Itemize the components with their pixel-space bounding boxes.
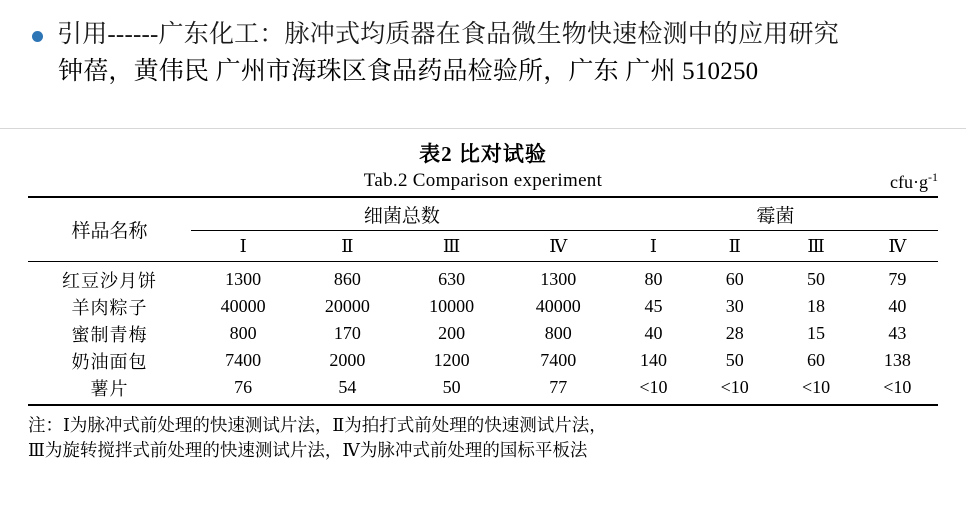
table-row bbox=[28, 374, 938, 405]
cell: 28 bbox=[725, 323, 744, 343]
comparison-table bbox=[28, 196, 938, 406]
cell: 860 bbox=[333, 269, 361, 289]
figure-title-row bbox=[0, 170, 966, 196]
column-header-m4: Ⅳ bbox=[857, 231, 938, 262]
cell: 50 bbox=[807, 269, 826, 289]
column-header-b1: Ⅰ bbox=[191, 231, 295, 262]
cell: 170 bbox=[333, 323, 361, 343]
cell: 30 bbox=[725, 296, 744, 316]
cell: 43 bbox=[888, 323, 907, 343]
cell: <10 bbox=[613, 374, 694, 405]
table-row bbox=[28, 320, 938, 347]
cell: 20000 bbox=[324, 296, 370, 316]
table-note bbox=[28, 413, 938, 464]
cell: 140 bbox=[639, 350, 667, 370]
table-note-line-2: Ⅲ为旋转搅拌式前处理的快速测试片法，Ⅳ为脉冲式前处理的国标平板法 bbox=[28, 440, 588, 461]
row-label: 奶油面包 bbox=[71, 351, 148, 372]
column-header-sample: 样品名称 bbox=[28, 197, 191, 262]
cell: 138 bbox=[883, 350, 911, 370]
row-label: 蜜制青梅 bbox=[71, 324, 148, 345]
unit-text: cfu·g bbox=[890, 172, 928, 192]
row-label: 羊肉粽子 bbox=[71, 297, 148, 318]
figure-title-cn: 表2 比对试验 bbox=[419, 142, 547, 166]
cell: 79 bbox=[888, 269, 907, 289]
section-divider bbox=[0, 128, 966, 129]
table-note-line-1: 注：Ⅰ为脉冲式前处理的快速测试片法，Ⅱ为拍打式前处理的快速测试片法， bbox=[28, 415, 607, 435]
table-header-groups bbox=[28, 197, 938, 231]
cell: 54 bbox=[295, 374, 399, 405]
column-header-m3: Ⅲ bbox=[775, 231, 856, 262]
cell: 77 bbox=[504, 374, 613, 405]
table-row bbox=[28, 347, 938, 374]
column-header-b2: Ⅱ bbox=[295, 231, 399, 262]
citation-title: 引用------广东化工：脉冲式均质器在食品微生物快速检测中的应用研究 bbox=[57, 21, 839, 48]
cell: 60 bbox=[725, 269, 744, 289]
figure-unit bbox=[890, 170, 938, 193]
citation-block bbox=[0, 0, 966, 89]
cell: 800 bbox=[229, 323, 257, 343]
cell: 15 bbox=[807, 323, 826, 343]
cell: 76 bbox=[191, 374, 295, 405]
cell: <10 bbox=[775, 374, 856, 405]
column-header-b3: Ⅲ bbox=[399, 231, 503, 262]
cell: 40000 bbox=[535, 296, 581, 316]
row-label: 薯片 bbox=[28, 374, 191, 405]
unit-exponent: -1 bbox=[928, 170, 938, 184]
table-figure bbox=[0, 138, 966, 464]
citation-authors: 钟蓓，黄伟民 广州市海珠区食品药品检验所，广东 广州 510250 bbox=[58, 57, 759, 85]
cell: 1300 bbox=[540, 269, 577, 289]
cell: <10 bbox=[857, 374, 938, 405]
column-header-m1: Ⅰ bbox=[613, 231, 694, 262]
cell: 40000 bbox=[220, 296, 266, 316]
table-head bbox=[28, 197, 938, 262]
cell: 200 bbox=[438, 323, 466, 343]
cell: 7400 bbox=[540, 350, 577, 370]
cell: 50 bbox=[399, 374, 503, 405]
table-body bbox=[28, 262, 938, 406]
cell: 50 bbox=[725, 350, 744, 370]
table-row bbox=[28, 293, 938, 320]
cell: <10 bbox=[694, 374, 775, 405]
cell: 1300 bbox=[225, 269, 262, 289]
cell: 800 bbox=[544, 323, 572, 343]
column-group-mold: 霉菌 bbox=[613, 197, 938, 231]
cell: 630 bbox=[438, 269, 466, 289]
cell: 2000 bbox=[329, 350, 366, 370]
cell: 1200 bbox=[433, 350, 470, 370]
column-group-bacteria: 细菌总数 bbox=[191, 197, 613, 231]
figure-title-en: Tab.2 Comparison experiment bbox=[363, 170, 603, 191]
cell: 40 bbox=[888, 296, 907, 316]
table-row bbox=[28, 262, 938, 294]
row-label: 红豆沙月饼 bbox=[62, 270, 158, 291]
cell: 40 bbox=[644, 323, 663, 343]
citation-line-1 bbox=[28, 18, 938, 53]
column-header-m2: Ⅱ bbox=[694, 231, 775, 262]
cell: 60 bbox=[807, 350, 826, 370]
cell: 18 bbox=[807, 296, 826, 316]
column-header-b4: Ⅳ bbox=[504, 231, 613, 262]
cell: 7400 bbox=[225, 350, 262, 370]
bullet-icon bbox=[32, 31, 43, 42]
cell: 10000 bbox=[429, 296, 475, 316]
cell: 80 bbox=[644, 269, 663, 289]
cell: 45 bbox=[644, 296, 663, 316]
